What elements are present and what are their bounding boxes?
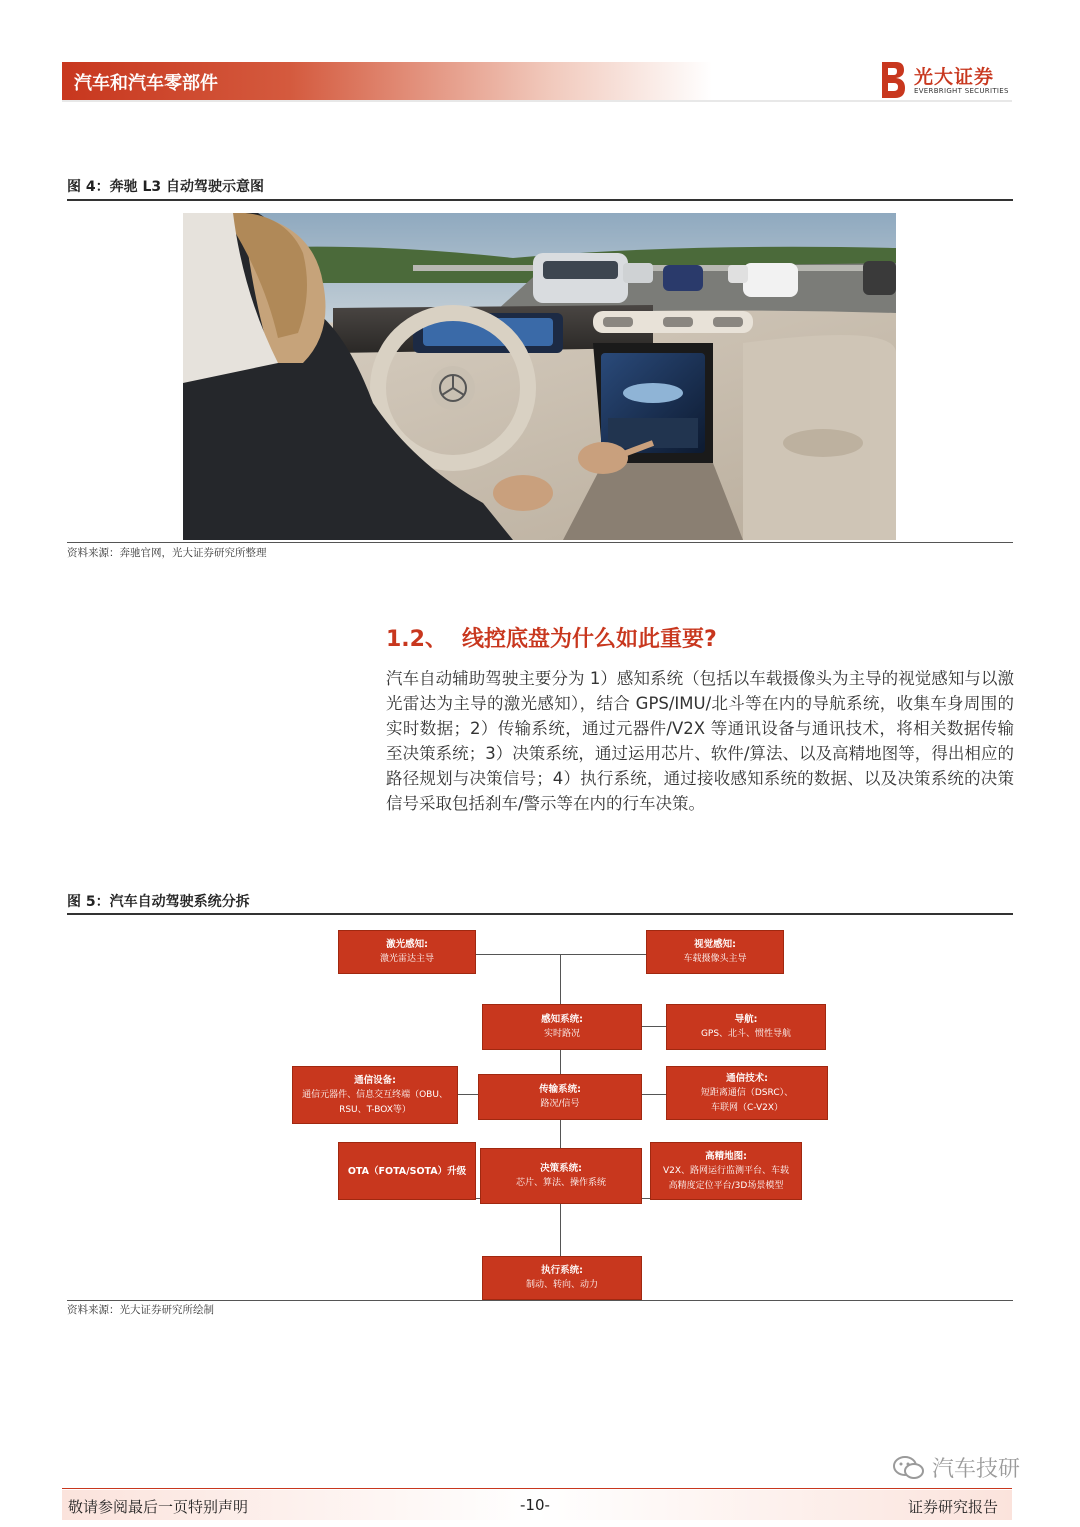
footer-rule bbox=[62, 1488, 1012, 1489]
footer-report-type: 证券研究报告 bbox=[908, 1498, 999, 1516]
box-comm-device-desc2: RSU、T-BOX等） bbox=[339, 1104, 411, 1115]
box-hd-map-desc1: V2X、路网运行监测平台、车载 bbox=[662, 1165, 790, 1176]
logo-text-en: EVERBRIGHT SECURITIES bbox=[914, 87, 1009, 95]
box-hd-map bbox=[650, 1142, 802, 1200]
figure4-caption: 图 4：奔驰 L3 自动驾驶示意图 bbox=[67, 179, 265, 195]
box-lidar-title: 激光感知: bbox=[386, 939, 428, 950]
box-navigation-title: 导航: bbox=[734, 1014, 758, 1025]
mercedes-l3-driving-photo bbox=[183, 213, 896, 540]
header-band bbox=[62, 62, 712, 100]
box-ota-title: OTA（FOTA/SOTA）升级 bbox=[347, 1165, 467, 1177]
figure4-source: 资料来源：奔驰官网，光大证券研究所整理 bbox=[67, 547, 267, 559]
footer-disclaimer: 敬请参阅最后一页特别声明 bbox=[68, 1498, 249, 1516]
connector-navigation bbox=[642, 1026, 666, 1027]
box-vision-desc: 车载摄像头主导 bbox=[683, 954, 747, 964]
everbright-logo-icon bbox=[880, 60, 906, 100]
box-navigation-desc: GPS、北斗、惯性导航 bbox=[700, 1029, 792, 1039]
box-navigation bbox=[666, 1004, 826, 1050]
box-comm-device-title: 通信设备: bbox=[354, 1074, 396, 1086]
box-comm-tech bbox=[666, 1066, 828, 1120]
section-heading bbox=[386, 622, 717, 653]
box-comm-tech-desc2: 车联网（C-V2X） bbox=[710, 1102, 784, 1113]
box-transmission-desc: 路况/信号 bbox=[540, 1099, 580, 1109]
box-vision-title: 视觉感知: bbox=[694, 939, 736, 950]
box-comm-device-desc1: 通信元器件、信息交互终端（OBU、 bbox=[302, 1089, 448, 1100]
header-section-title: 汽车和汽车零部件 bbox=[74, 73, 218, 94]
box-comm-tech-title: 通信技术: bbox=[726, 1072, 768, 1084]
box-hd-map-title: 高精地图: bbox=[705, 1150, 747, 1162]
box-comm-tech-desc1: 短距离通信（DSRC）、 bbox=[700, 1087, 794, 1098]
header-rule bbox=[62, 100, 1012, 102]
watermark-text: 汽车技研 bbox=[932, 1457, 1021, 1482]
box-execution-desc: 制动、转向、动力 bbox=[525, 1280, 598, 1290]
box-decision-title: 决策系统: bbox=[540, 1163, 582, 1174]
box-transmission-title: 传输系统: bbox=[539, 1084, 581, 1095]
box-perception-desc: 实时路况 bbox=[543, 1029, 580, 1039]
everbright-logo bbox=[880, 60, 1015, 100]
box-hd-map-desc2: 高精度定位平台/3D场景模型 bbox=[668, 1180, 784, 1191]
box-vision-perception bbox=[646, 930, 784, 974]
logo-text-cn: 光大证券 bbox=[914, 66, 995, 88]
box-decision-system bbox=[480, 1148, 642, 1204]
box-perception-system bbox=[482, 1004, 642, 1050]
section-title: 线控底盘为什么如此重要? bbox=[462, 627, 717, 652]
box-lidar-perception bbox=[338, 930, 476, 974]
figure5-top-rule bbox=[67, 913, 1013, 915]
figure5-source: 资料来源：光大证券研究所绘制 bbox=[67, 1304, 214, 1316]
figure4-top-rule bbox=[67, 199, 1013, 201]
footer-page-number: -10- bbox=[520, 1496, 550, 1514]
wechat-icon bbox=[892, 1455, 926, 1481]
figure5-caption: 图 5：汽车自动驾驶系统分拆 bbox=[67, 894, 250, 910]
figure4-bottom-rule bbox=[67, 542, 1013, 543]
box-transmission-system bbox=[478, 1074, 642, 1120]
section-paragraph: 汽车自动辅助驾驶主要分为 1）感知系统（包括以车载摄像头为主导的视觉感知与以激光雷达为主导的激光感知），结合 GPS/IMU/北斗等在内的导航系统，收集车身周围的实时数据；2）传输系统，通过元器件/V2X 等通讯设备与通讯技术，将相关数据传输至决策系统；3）决策系统，通过运用芯片、软件/算法、以及高精地图等，得出相应的路径规划与决策信号；4）执行系统，通过接收感知系统的数据、以及决策系统的决策信号采取包括刹车/警示等在内的行车决策。 bbox=[386, 669, 1014, 813]
figure5-bottom-rule bbox=[67, 1300, 1013, 1301]
box-execution-system bbox=[482, 1256, 642, 1300]
connector-comm-tech bbox=[642, 1094, 666, 1095]
box-decision-desc: 芯片、算法、操作系统 bbox=[515, 1178, 606, 1188]
box-comm-device bbox=[292, 1066, 458, 1124]
box-ota-upgrade bbox=[338, 1142, 476, 1200]
box-execution-title: 执行系统: bbox=[541, 1265, 583, 1276]
autonomous-driving-system-diagram bbox=[180, 920, 900, 1310]
box-lidar-desc: 激光雷达主导 bbox=[379, 954, 434, 964]
section-number: 1.2、 bbox=[386, 627, 447, 652]
box-perception-title: 感知系统: bbox=[541, 1014, 583, 1025]
